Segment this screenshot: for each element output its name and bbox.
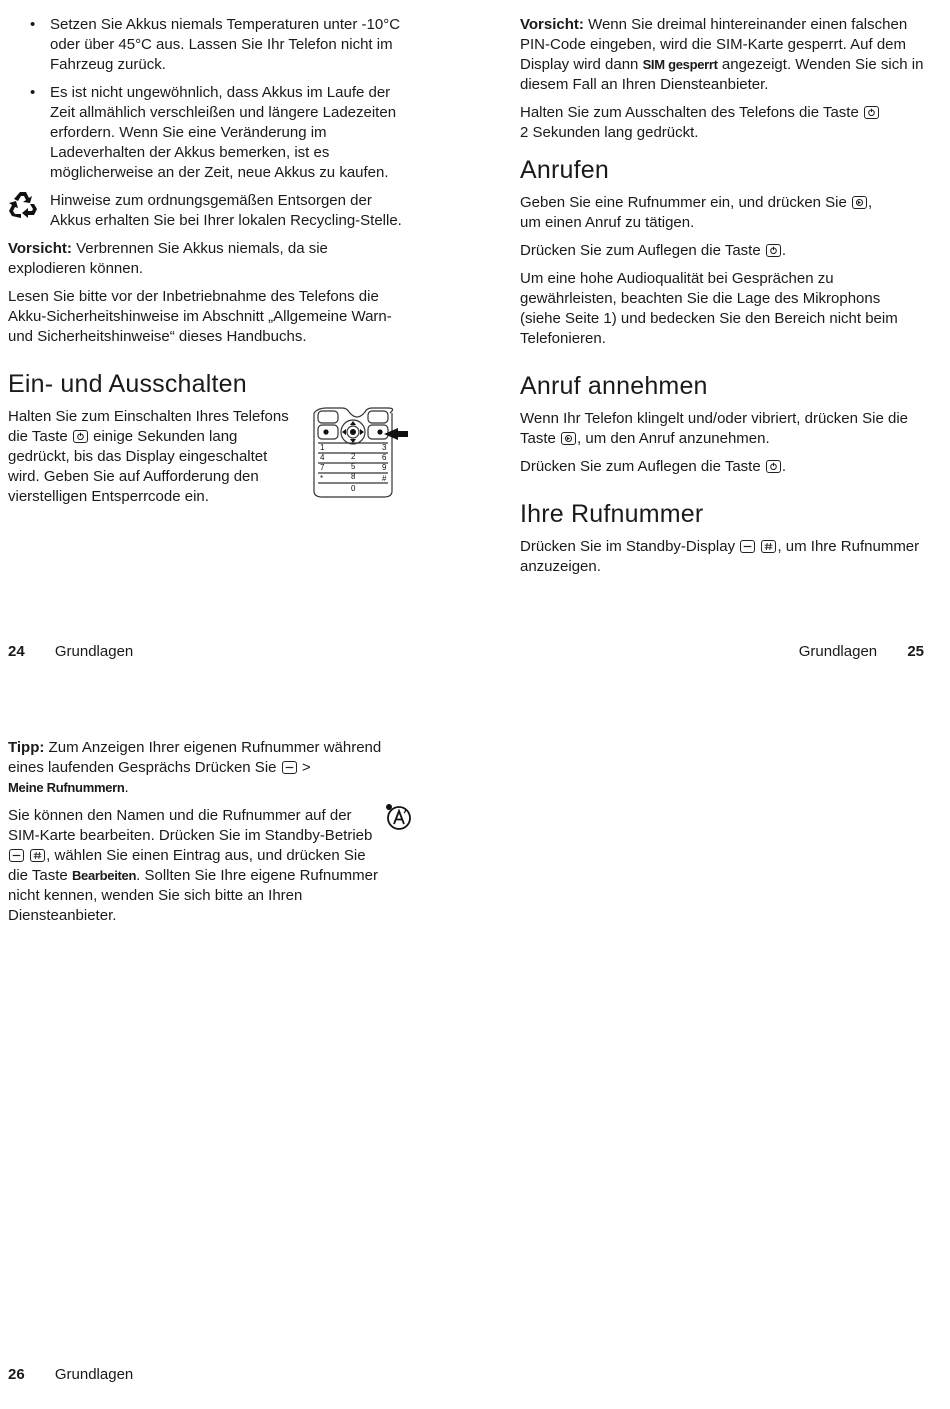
power-on-text: Halten Sie zum Einschalten Ihres Telefons die Taste einige Sekunden lang gedrückt, bis das Display eingeschaltet wird. Geben Sie auf Aufforderung den vierstelligen Entsperrcode ein.: [8, 408, 289, 505]
footer-section: Grundlagen: [798, 643, 878, 660]
edit-softkey-display: Bearbeiten: [71, 868, 137, 883]
keypad-key-1: 1: [320, 443, 325, 452]
page-25-column: [520, 15, 925, 585]
page-number: 24: [8, 643, 25, 660]
keypad-key-hash: #: [382, 474, 387, 483]
bullet-wear: • Es ist nicht ungewöhnlich, dass Akkus im Laufe der Zeit allmählich verschleißen und längere Ladezeiten erfordern. Wenn Sie eine Veränderung im Ladeverhalten der Akkus bemerken, ist es möglicherweise an der Zeit, neue Akkus zu kaufen.: [8, 83, 408, 183]
keypad-key-9: 9: [382, 463, 387, 472]
page-24-column: [8, 15, 408, 515]
pin-caution: Vorsicht: Wenn Sie dreimal hintereinander einen falschen PIN-Code eingeben, wird die SIM-Karte gesperrt. Auf dem Display wird dann SIM gesperrt angezeigt. Wenden Sie sich in diesem Fall an Ihren Diensteanbieter.: [520, 16, 924, 93]
footer-section: Grundlagen: [54, 643, 134, 660]
footer-page-26: [8, 1365, 133, 1385]
page-26-column: [8, 738, 408, 934]
menu-key-icon: [740, 540, 755, 553]
tip-text: Tipp: Zum Anzeigen Ihrer eigenen Rufnummer während eines laufenden Gesprächs Drücken Sie > Meine Rufnummern.: [8, 739, 382, 796]
menu-key-icon: [9, 849, 24, 862]
phone-keypad-image: [304, 407, 410, 499]
audio-quality-text: Um eine hohe Audioqualität bei Gesprächen zu gewährleisten, beachten Sie die Lage des Mikrophons (siehe Seite 1) und bedecken Sie den Bereich nicht beim Telefonieren.: [520, 270, 898, 347]
edit-section: [8, 806, 408, 926]
my-numbers-display: Meine Rufnummern: [8, 780, 125, 795]
power-key-icon: [864, 106, 879, 119]
footer-page-25: [799, 642, 924, 662]
keypad-key-6: 6: [382, 453, 387, 462]
power-key-icon: [73, 430, 88, 443]
send-key-icon: [852, 196, 867, 209]
battery-bullet-list: [8, 15, 408, 183]
hangup-text: Drücken Sie zum Auflegen die Taste .: [520, 242, 787, 259]
footer-section: Grundlagen: [54, 1366, 134, 1383]
keypad-key-0: 0: [351, 484, 356, 493]
keypad-key-8: 8: [351, 472, 356, 481]
keypad-key-7: 7: [320, 463, 325, 472]
hash-key-icon: [30, 849, 45, 862]
edit-number-text: Sie können den Namen und die Rufnummer auf der SIM-Karte bearbeiten. Drücken Sie im Standby-Betrieb , wählen Sie einen Eintrag aus, und drücken Sie die Taste Bearbeiten. Sollten Sie Ihre eigene Rufnummer nicht kennen, wenden Sie sich bitte an Ihren Diensteanbieter.: [8, 807, 378, 924]
heading-number: Ihre Rufnummer: [520, 500, 704, 528]
hangup-text-2: Drücken Sie zum Auflegen die Taste .: [520, 458, 787, 475]
keypad-key-star: *: [320, 474, 324, 483]
recycle-icon: [8, 189, 38, 219]
keypad-key-4: 4: [320, 453, 325, 462]
page-number: 26: [8, 1366, 25, 1383]
network-feature-icon: [384, 802, 414, 832]
bullet-temperature: • Setzen Sie Akkus niemals Temperaturen unter -10°C oder über 45°C aus. Lassen Sie Ihr Telefon nicht im Fahrzeug zurück.: [8, 15, 408, 75]
power-key-icon: [766, 460, 781, 473]
keypad-key-3: 3: [382, 443, 387, 452]
page-number: 25: [907, 643, 924, 660]
power-key-icon: [766, 244, 781, 257]
heading-power: Ein- und Ausschalten: [8, 370, 247, 398]
menu-key-icon: [282, 761, 297, 774]
read-safety-text: Lesen Sie bitte vor der Inbetriebnahme des Telefons die Akku-Sicherheitshinweise im Abschnitt „Allgemeine Warn- und Sicherheitshinweise“ dieses Handbuchs.: [8, 288, 392, 345]
call-text: Geben Sie eine Rufnummer ein, und drücken Sie , um einen Anruf zu tätigen.: [520, 194, 873, 231]
answer-text: Wenn Ihr Telefon klingelt und/oder vibriert, drücken Sie die Taste , um den Anruf anzunehmen.: [520, 410, 909, 447]
power-section: [8, 407, 408, 507]
caution-burn: Vorsicht: Verbrennen Sie Akkus niemals, da sie explodieren können.: [8, 240, 328, 277]
heading-call: Anrufen: [520, 156, 609, 184]
keypad-key-2: 2: [351, 452, 356, 461]
footer-page-24: [8, 642, 133, 662]
sim-locked-display: SIM gesperrt: [642, 57, 718, 72]
keypad-key-5: 5: [351, 462, 356, 471]
number-text: Drücken Sie im Standby-Display , um Ihre Rufnummer anzuzeigen.: [520, 538, 920, 575]
heading-answer: Anruf annehmen: [520, 372, 708, 400]
hash-key-icon: [761, 540, 776, 553]
send-key-icon: [561, 432, 576, 445]
recycle-note: Hinweise zum ordnungsgemäßen Entsorgen der Akkus erhalten Sie bei Ihrer lokalen Recycling-Stelle.: [8, 191, 408, 231]
power-off-text: Halten Sie zum Ausschalten des Telefons die Taste 2 Sekunden lang gedrückt.: [520, 103, 925, 143]
